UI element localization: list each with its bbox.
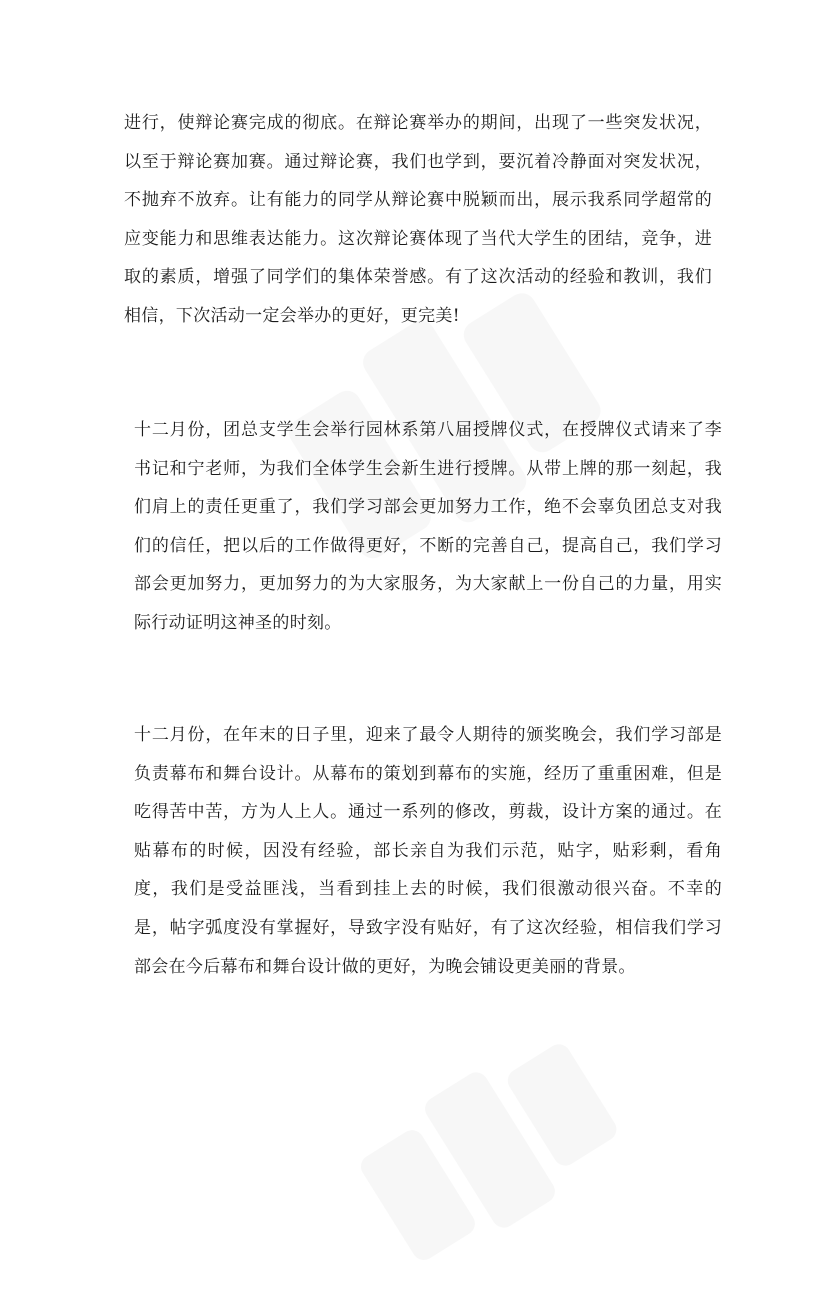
- paragraph-award-ceremony: 十二月份，团总支学生会举行园林系第八届授牌仪式，在授牌仪式请来了李书记和宁老师，为我们全体学生会新生进行授牌。从带上牌的那一刻起，我们肩上的责任更重了，我们学习部会更加努力工作，绝不会辜负团总支对我们的信任，把以后的工作做得更好，不断的完善自己，提高自己，我们学习部会更加努力，更加努力的为大家服务，为大家献上一份自己的力量，用实际行动证明这神圣的时刻。: [134, 420, 722, 633]
- paragraph-debate-summary: 进行，使辩论赛完成的彻底。在辩论赛举办的期间，出现了一些突发状况，以至于辩论赛加赛。通过辩论赛，我们也学到，要沉着冷静面对突发状况，不抛弃不放弃。让有能力的同学从辩论赛中脱颖而出，展示我系同学超常的应变能力和思维表达能力。这次辩论赛体现了当代大学生的团结，竞争，进取的素质，增强了同学们的集体荣誉感。有了这次活动的经验和教训，我们相信，下次活动一定会举办的更好，更完美!: [124, 113, 712, 326]
- watermark-logo-icon: [332, 1005, 648, 1295]
- paragraph-gala-stage-design: 十二月份，在年末的日子里，迎来了最令人期待的颁奖晚会，我们学习部是负责幕布和舞台设计。从幕布的策划到幕布的实施，经历了重重困难，但是吃得苦中苦，方为人上人。通过一系列的修改，剪裁，设计方案的通过。在贴幕布的时候，因没有经验，部长亲自为我们示范，贴字，贴彩剩，看角度，我们是受益匪浅，当看到挂上去的时候，我们很激动很兴奋。不幸的是，帖字弧度没有掌握好，导致字没有贴好，有了这次经验，相信我们学习部会在今后幕布和舞台设计做的更好，为晚会铺设更美丽的背景。: [134, 725, 722, 977]
